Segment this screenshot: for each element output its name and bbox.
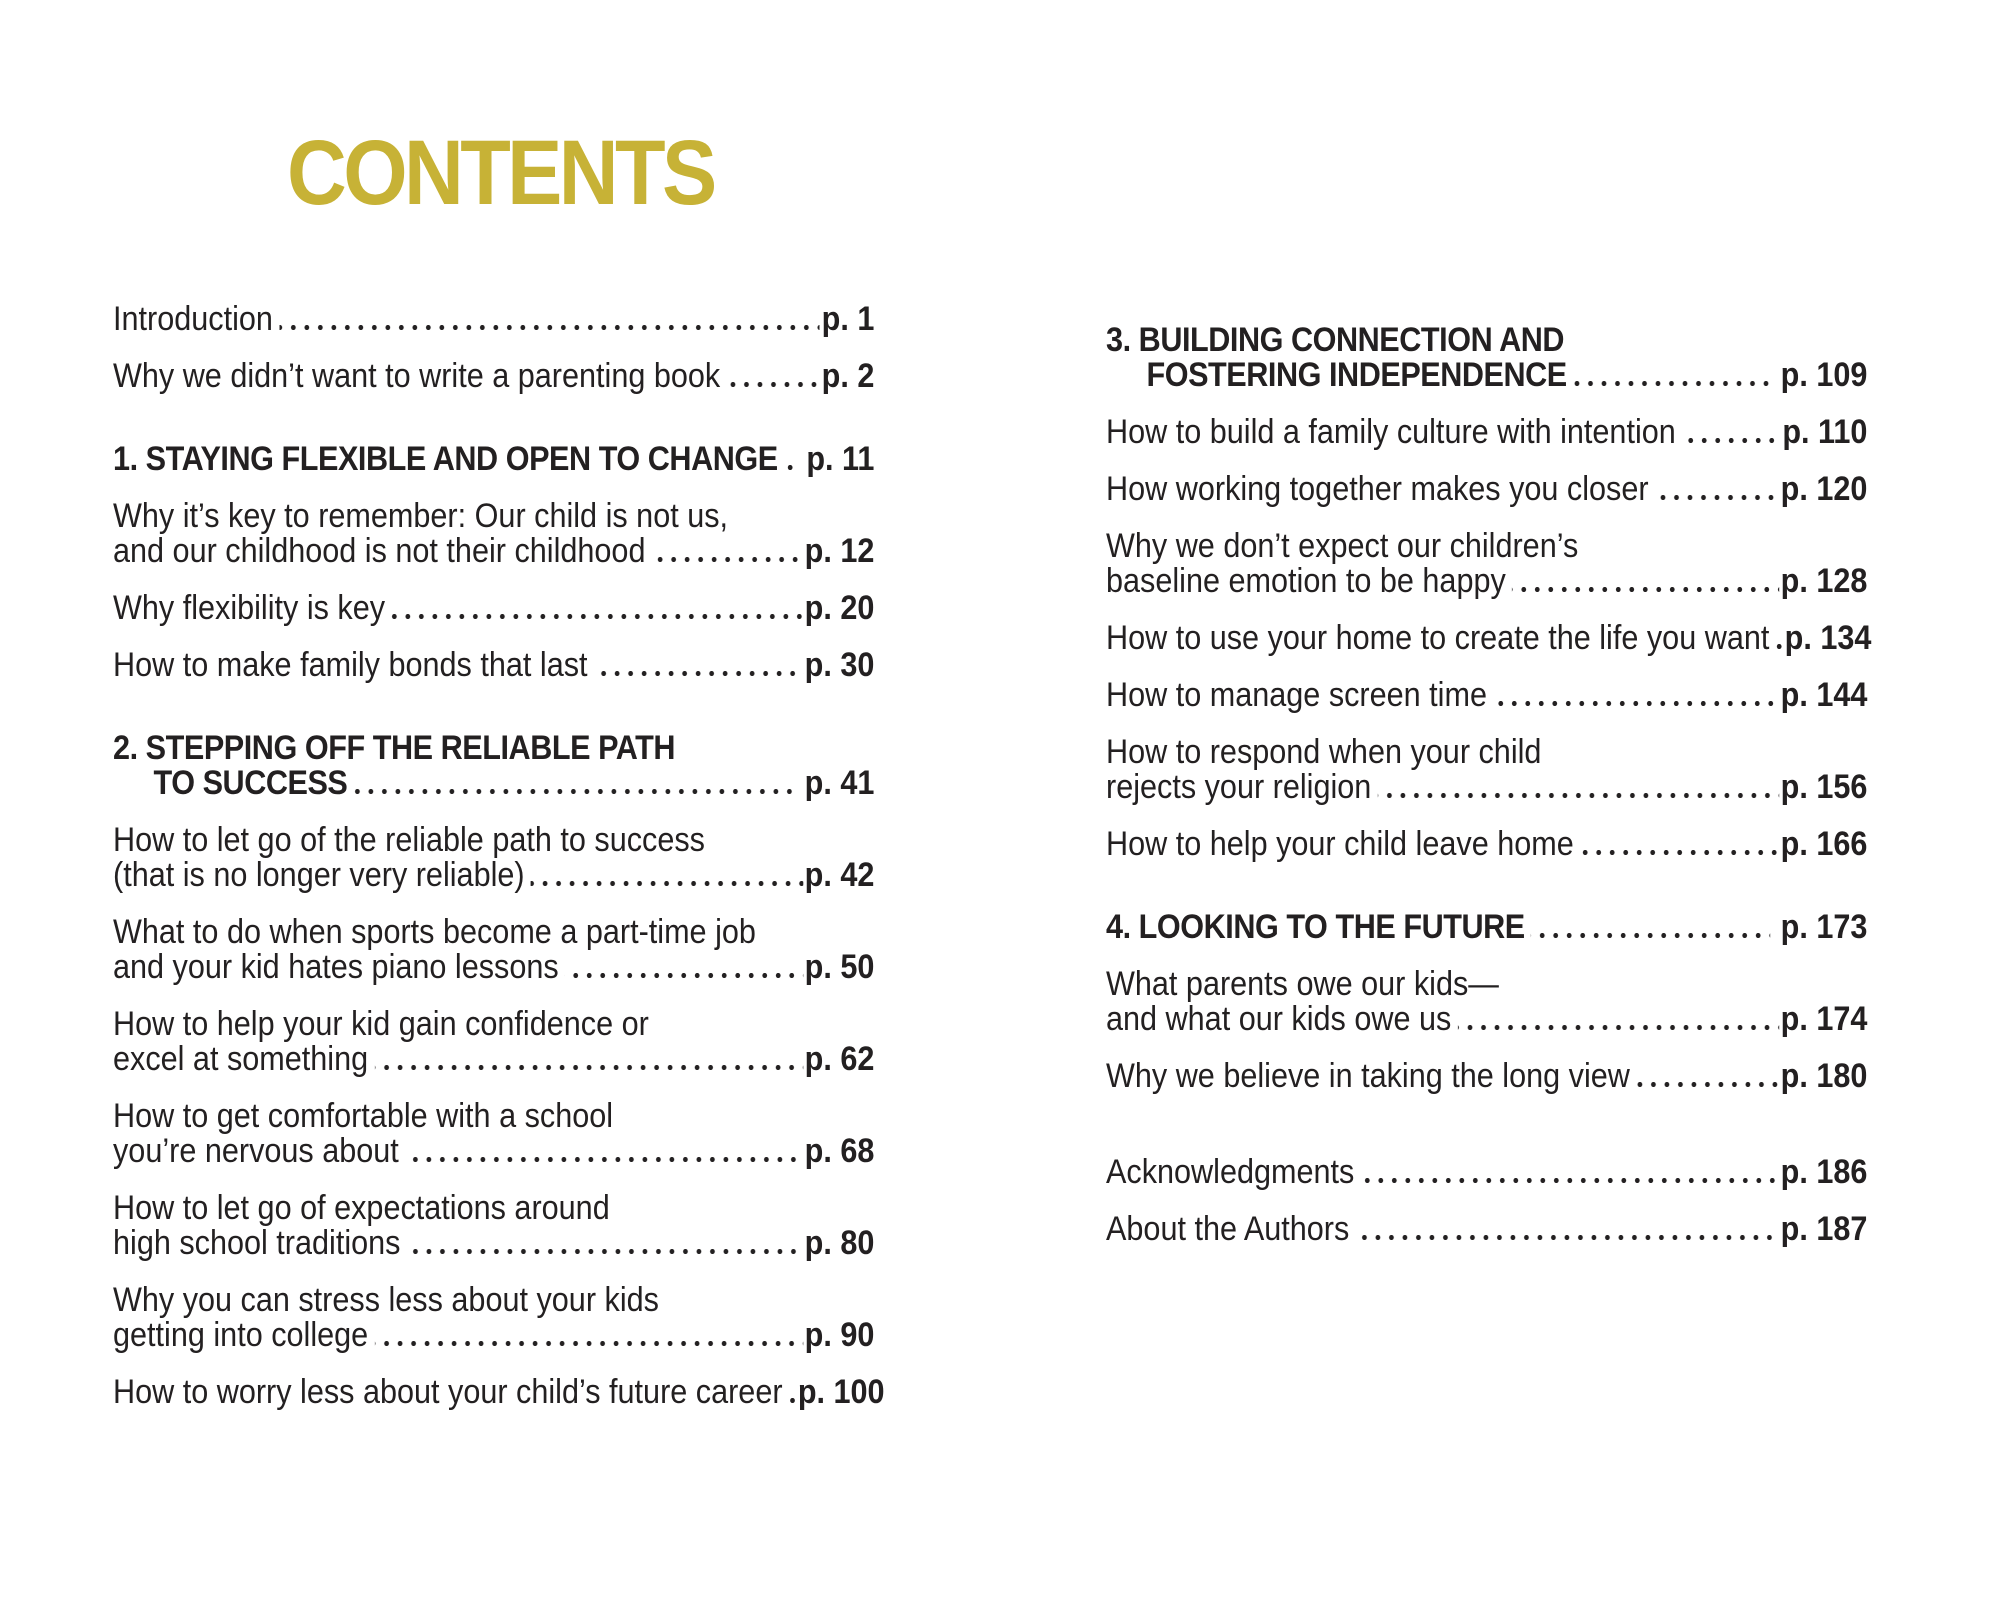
page-number: p. 42 bbox=[804, 856, 875, 894]
dot-leader bbox=[652, 557, 803, 562]
toc-entry-line bbox=[1106, 1059, 1867, 1094]
dot-leader bbox=[1512, 587, 1779, 592]
toc-chapter-heading bbox=[1106, 910, 1867, 945]
toc-entry-line bbox=[113, 1134, 874, 1169]
dot-leader bbox=[594, 671, 803, 676]
toc-entry bbox=[113, 1283, 874, 1353]
dot-leader bbox=[1636, 1082, 1779, 1087]
dot-leader bbox=[391, 614, 803, 619]
toc-entry-line bbox=[113, 534, 874, 569]
toc-entry-line bbox=[1106, 472, 1867, 507]
toc-entry-text: and our childhood is not their childhood bbox=[113, 532, 646, 570]
toc-entry-line: What to do when sports become a part-time job bbox=[113, 913, 756, 951]
toc-entry-line: Why we don’t expect our children’s bbox=[1106, 527, 1579, 565]
toc-entry bbox=[113, 1007, 874, 1077]
toc-entry-text: How to build a family culture with intention bbox=[1106, 413, 1676, 451]
toc-entry-line bbox=[113, 1042, 874, 1077]
toc-entry-text: Why we believe in taking the long view bbox=[1106, 1057, 1630, 1095]
toc-entry-text: (that is no longer very reliable) bbox=[113, 856, 525, 894]
toc-entry-line bbox=[1106, 910, 1867, 945]
toc-entry-line: 3. BUILDING CONNECTION AND bbox=[1106, 321, 1565, 359]
toc-chapter-heading bbox=[113, 442, 874, 477]
toc-entry bbox=[1106, 619, 1872, 657]
toc-entry-text: FOSTERING INDEPENDENCE bbox=[1146, 356, 1567, 394]
toc-entry-line: How to let go of expectations around bbox=[113, 1189, 610, 1227]
dot-leader bbox=[727, 382, 820, 387]
dot-leader bbox=[1776, 644, 1783, 649]
toc-entry-line bbox=[113, 1318, 874, 1353]
toc-entry-line bbox=[1106, 770, 1867, 805]
page-title: CONTENTS bbox=[287, 122, 714, 224]
toc-entry-text: high school traditions bbox=[113, 1224, 401, 1262]
page-number: p. 30 bbox=[804, 646, 875, 684]
toc-chapter-heading bbox=[1106, 323, 1867, 393]
toc-entry-line bbox=[1106, 1212, 1867, 1247]
toc-entry bbox=[1106, 735, 1867, 805]
toc-entry bbox=[1106, 1212, 1867, 1247]
toc-entry bbox=[1106, 472, 1867, 507]
page-number: p. 50 bbox=[804, 948, 875, 986]
toc-entry-line: How to let go of the reliable path to success bbox=[113, 821, 705, 859]
toc-entry bbox=[1106, 415, 1867, 450]
page-number: p. 2 bbox=[821, 357, 875, 395]
dot-leader bbox=[1458, 1025, 1779, 1030]
page-number: p. 90 bbox=[804, 1316, 875, 1354]
toc-entry-line: How to respond when your child bbox=[1106, 733, 1542, 771]
toc-entry-line bbox=[1106, 358, 1867, 393]
dot-leader bbox=[531, 881, 803, 886]
toc-entry-text: About the Authors bbox=[1106, 1210, 1350, 1248]
page-number: p. 180 bbox=[1780, 1057, 1868, 1095]
toc-entry-line bbox=[113, 648, 874, 683]
page-number: p. 1 bbox=[821, 300, 875, 338]
page-number: p. 110 bbox=[1782, 413, 1868, 451]
toc-entry bbox=[113, 302, 874, 337]
toc-entry bbox=[113, 915, 874, 985]
page-number: p. 68 bbox=[804, 1132, 875, 1170]
toc-entry-line bbox=[113, 359, 874, 394]
dot-leader bbox=[565, 973, 803, 978]
page-number: p. 144 bbox=[1780, 676, 1868, 714]
toc-entry bbox=[113, 648, 874, 683]
page-number: p. 120 bbox=[1780, 470, 1868, 508]
page-number: p. 174 bbox=[1780, 1000, 1868, 1038]
toc-entry-line bbox=[113, 442, 874, 477]
toc-entry-text: and your kid hates piano lessons bbox=[113, 948, 559, 986]
toc-entry-line bbox=[113, 302, 874, 337]
page-number: p. 173 bbox=[1780, 908, 1868, 946]
toc-entry-line bbox=[1106, 827, 1867, 862]
page-number: p. 100 bbox=[797, 1373, 885, 1411]
toc-entry bbox=[113, 499, 874, 569]
toc-entry-text: Why we didn’t want to write a parenting book bbox=[113, 357, 721, 395]
toc-entry bbox=[1106, 1059, 1867, 1094]
page-number: p. 166 bbox=[1780, 825, 1868, 863]
toc-entry-line: What parents owe our kids— bbox=[1106, 965, 1499, 1003]
page-number: p. 187 bbox=[1780, 1210, 1868, 1248]
dot-leader bbox=[1655, 495, 1779, 500]
toc-entry bbox=[113, 1099, 874, 1169]
dot-leader bbox=[1356, 1235, 1779, 1240]
toc-column-right bbox=[1106, 297, 1872, 1248]
dot-leader bbox=[405, 1157, 803, 1162]
page-number: p. 156 bbox=[1780, 768, 1868, 806]
toc-entry-line bbox=[1106, 678, 1867, 713]
dot-leader bbox=[1493, 701, 1779, 706]
toc-entry bbox=[113, 1191, 874, 1261]
toc-entry-text: Acknowledgments bbox=[1106, 1153, 1355, 1191]
dot-leader bbox=[354, 789, 794, 794]
toc-entry-text: How to help your child leave home bbox=[1106, 825, 1574, 863]
dot-leader bbox=[374, 1341, 802, 1346]
toc-entry-line bbox=[113, 591, 874, 626]
toc-entry-text: getting into college bbox=[113, 1316, 369, 1354]
toc-entry-text: How to worry less about your child’s future career bbox=[113, 1373, 783, 1411]
toc-entry-line bbox=[113, 1226, 874, 1261]
page-number: p. 128 bbox=[1780, 562, 1868, 600]
toc-entry bbox=[1106, 827, 1867, 862]
toc-entry bbox=[1106, 529, 1867, 599]
toc-entry-line bbox=[113, 766, 874, 801]
page-number: p. 134 bbox=[1784, 619, 1872, 657]
toc-entry-text: How working together makes you closer bbox=[1106, 470, 1649, 508]
toc-entry-line: Why you can stress less about your kids bbox=[113, 1281, 659, 1319]
toc-entry-line: How to help your kid gain confidence or bbox=[113, 1005, 649, 1043]
toc-entry-line bbox=[1106, 1002, 1867, 1037]
toc-entry-line bbox=[1106, 1155, 1867, 1190]
page-number: p. 109 bbox=[1780, 356, 1868, 394]
toc-column-left bbox=[113, 300, 885, 1411]
toc-entry bbox=[1106, 967, 1867, 1037]
page-number: p. 11 bbox=[806, 440, 875, 478]
dot-leader bbox=[789, 1398, 796, 1403]
toc-entry bbox=[113, 823, 874, 893]
toc-entry-line: 2. STEPPING OFF THE RELIABLE PATH bbox=[113, 729, 676, 767]
toc-entry-text: and what our kids owe us bbox=[1106, 1000, 1452, 1038]
toc-entry-text: Introduction bbox=[113, 300, 273, 338]
page-number: p. 41 bbox=[804, 764, 875, 802]
toc-entry-text: How to manage screen time bbox=[1106, 676, 1487, 714]
toc-entry bbox=[113, 1373, 885, 1411]
toc-entry bbox=[113, 591, 874, 626]
toc-entry-line bbox=[113, 858, 874, 893]
dot-leader bbox=[1531, 933, 1770, 938]
toc-entry-text: rejects your religion bbox=[1106, 768, 1372, 806]
toc-entry-line bbox=[1106, 619, 1872, 657]
toc-entry-text: 4. LOOKING TO THE FUTURE bbox=[1106, 908, 1525, 946]
toc-entry-line bbox=[113, 950, 874, 985]
toc-entry-line: Why it’s key to remember: Our child is not us, bbox=[113, 497, 729, 535]
toc-entry-text: Why flexibility is key bbox=[113, 589, 386, 627]
toc-entry-line bbox=[1106, 564, 1867, 599]
toc-entry-text: TO SUCCESS bbox=[153, 764, 348, 802]
page-number: p. 80 bbox=[804, 1224, 875, 1262]
toc-entry-text: excel at something bbox=[113, 1040, 369, 1078]
dot-leader bbox=[1580, 850, 1779, 855]
toc-entry bbox=[113, 359, 874, 394]
dot-leader bbox=[1361, 1178, 1779, 1183]
page-number: p. 186 bbox=[1780, 1153, 1868, 1191]
dot-leader bbox=[407, 1249, 803, 1254]
page-number: p. 20 bbox=[804, 589, 875, 627]
toc-entry-text: you’re nervous about bbox=[113, 1132, 399, 1170]
toc-entry-line: How to get comfortable with a school bbox=[113, 1097, 614, 1135]
toc-entry-text: 1. STAYING FLEXIBLE AND OPEN TO CHANGE bbox=[113, 440, 778, 478]
toc-entry-text: How to make family bonds that last bbox=[113, 646, 588, 684]
toc-entry bbox=[1106, 1155, 1867, 1190]
page-number: p. 62 bbox=[804, 1040, 875, 1078]
toc-entry-line bbox=[1106, 415, 1867, 450]
toc-entry bbox=[1106, 678, 1867, 713]
page-number: p. 12 bbox=[804, 532, 875, 570]
dot-leader bbox=[1682, 438, 1780, 443]
dot-leader bbox=[1573, 381, 1770, 386]
toc-entry-line bbox=[113, 1373, 885, 1411]
dot-leader bbox=[279, 325, 820, 330]
toc-chapter-heading bbox=[113, 731, 874, 801]
toc-entry-text: How to use your home to create the life you want bbox=[1106, 619, 1770, 657]
dot-leader bbox=[784, 465, 796, 470]
toc-entry-text: baseline emotion to be happy bbox=[1106, 562, 1506, 600]
dot-leader bbox=[374, 1065, 802, 1070]
dot-leader bbox=[1378, 793, 1779, 798]
